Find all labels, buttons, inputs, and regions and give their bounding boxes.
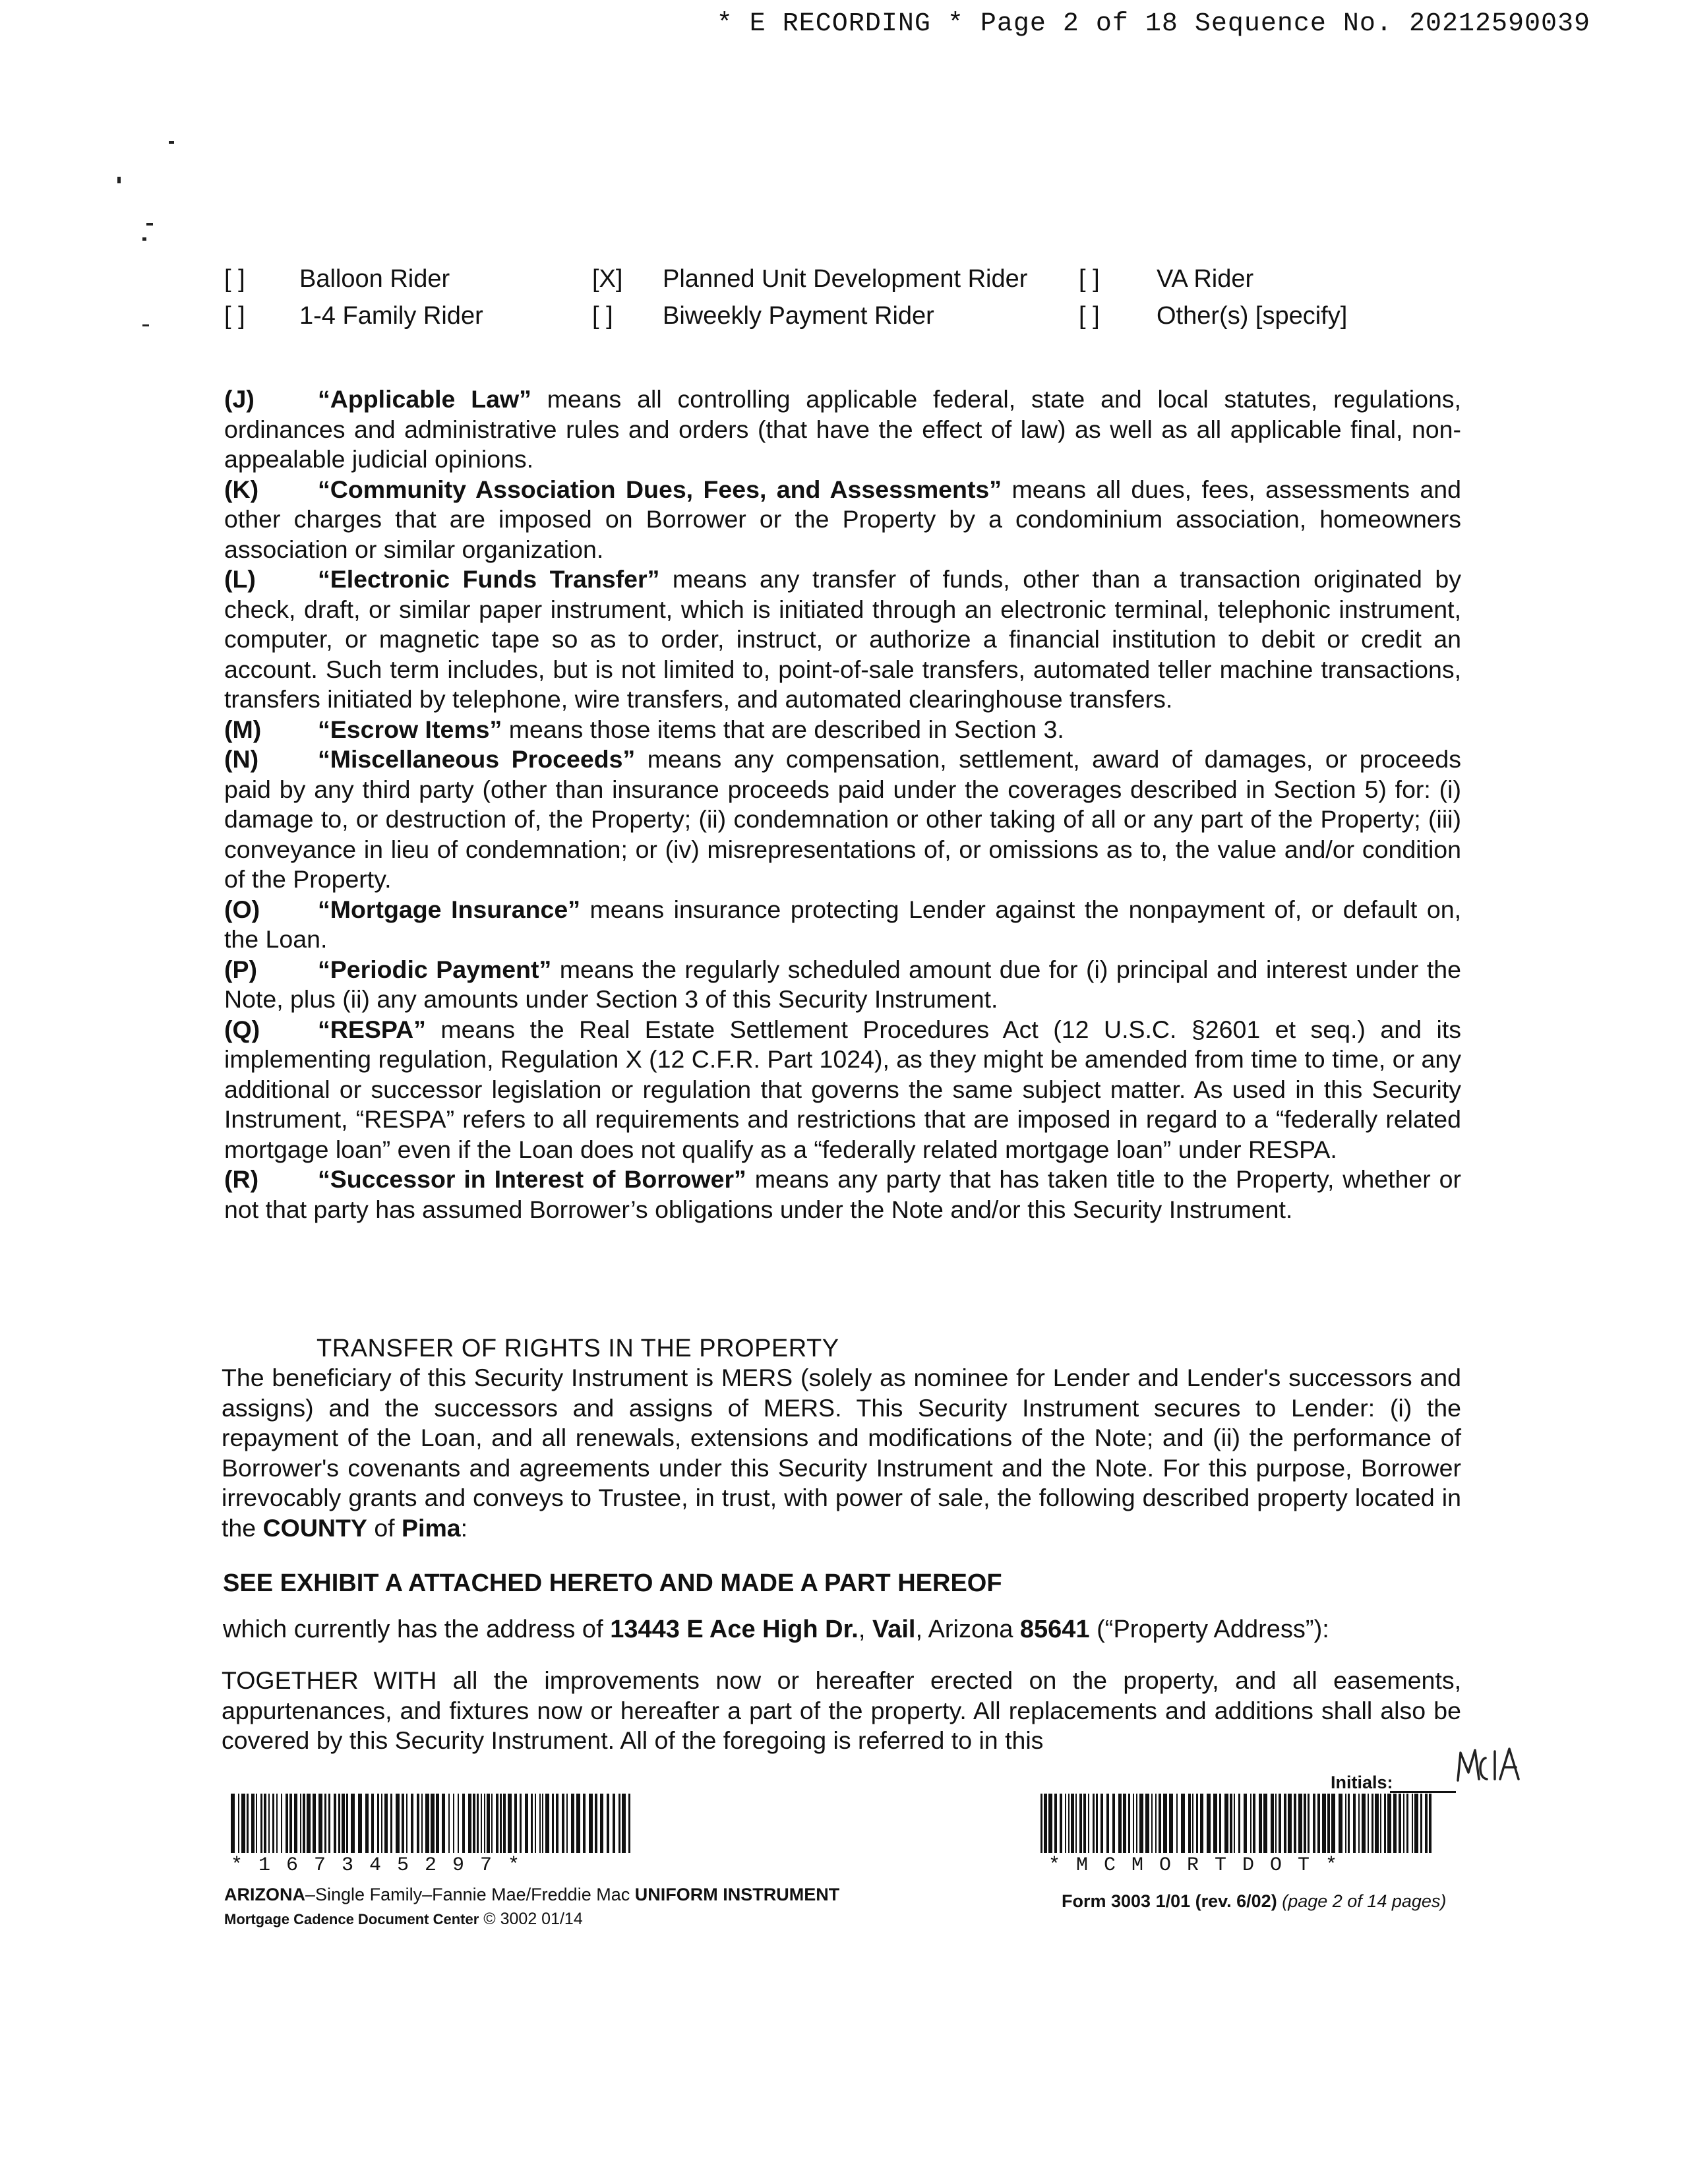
barcode-bar	[484, 1794, 485, 1853]
barcode-bar	[1403, 1794, 1404, 1853]
barcode-bar	[238, 1794, 239, 1853]
county-label: COUNTY	[262, 1513, 367, 1542]
barcode-bar	[231, 1794, 235, 1853]
barcode-bar	[338, 1794, 340, 1853]
barcode-bar	[417, 1794, 419, 1853]
definition-term: “Periodic Payment”	[318, 955, 552, 983]
barcode-bar	[618, 1794, 620, 1853]
barcode-bar	[1250, 1794, 1251, 1853]
barcode-bar	[539, 1794, 541, 1853]
barcode-bar	[1304, 1794, 1306, 1853]
barcode-bar	[1181, 1794, 1185, 1853]
barcode-bar	[431, 1794, 435, 1853]
barcode-bar	[289, 1794, 292, 1853]
footer-family: –Single Family–Fannie Mae/Freddie Mac	[305, 1885, 635, 1904]
barcode-bar	[371, 1794, 374, 1853]
barcode-bar	[468, 1794, 471, 1853]
barcode-bar	[384, 1794, 388, 1853]
definition-term: “Miscellaneous Proceeds”	[318, 745, 636, 773]
barcode-bar	[477, 1794, 479, 1853]
label-biweekly-rider: Biweekly Payment Rider	[663, 302, 934, 330]
barcode-bar	[1362, 1794, 1366, 1853]
definition-letter: (J)	[224, 385, 255, 413]
barcode-bar	[1106, 1794, 1109, 1853]
address-suffix: (“Property Address”):	[1089, 1616, 1329, 1643]
address-comma: ,	[858, 1616, 872, 1643]
barcode-bar	[1238, 1794, 1240, 1853]
definition-text: means any party that has taken title to the Property, whether or not that party has assumed Borrower’s obligations under the Note and/or this Security Instrument.	[224, 1165, 1461, 1223]
barcode-bar	[377, 1794, 379, 1853]
barcode-bar	[276, 1794, 278, 1853]
barcode-bar	[1372, 1794, 1373, 1853]
barcode-bar	[324, 1794, 326, 1853]
definition-escrow-items	[224, 715, 1461, 745]
rider-row	[224, 302, 1444, 339]
barcode-bar	[1429, 1794, 1432, 1853]
county-name: Pima	[402, 1513, 461, 1542]
barcode-bar	[520, 1794, 522, 1853]
barcode-bar	[1145, 1794, 1149, 1853]
barcode-left-text: *167345297*	[231, 1854, 536, 1877]
barcode-bar	[1219, 1794, 1221, 1853]
barcode-bar	[1298, 1794, 1302, 1853]
barcode-bar	[1071, 1794, 1074, 1853]
barcode-bar	[1253, 1794, 1255, 1853]
barcode-bar	[1279, 1794, 1281, 1853]
barcode-bar	[1075, 1794, 1077, 1853]
barcode-bar	[1358, 1794, 1360, 1853]
label-family-rider: 1-4 Family Rider	[299, 302, 483, 330]
checkbox-other-rider: [ ]	[1079, 302, 1100, 330]
barcode-bar	[531, 1794, 533, 1853]
barcode-bar	[264, 1794, 266, 1853]
barcode-bar	[1196, 1794, 1198, 1853]
address-prefix: which currently has the address of	[223, 1616, 611, 1643]
property-address-line	[223, 1616, 1329, 1644]
checkbox-va-rider: [ ]	[1079, 265, 1100, 293]
county-end: :	[460, 1513, 468, 1542]
barcode-bar	[241, 1794, 245, 1853]
barcode-bar	[503, 1794, 506, 1853]
definition-letter: (O)	[224, 895, 260, 923]
barcode-bar	[1200, 1794, 1203, 1853]
transfer-heading: TRANSFER OF RIGHTS IN THE PROPERTY	[316, 1335, 839, 1362]
address-street: 13443 E Ace High Dr.	[610, 1616, 859, 1643]
barcode-bar	[556, 1794, 558, 1853]
definition-eft	[224, 564, 1461, 715]
barcode-bar	[365, 1794, 369, 1853]
address-zip: 85641	[1019, 1616, 1090, 1643]
initials-line	[1390, 1791, 1456, 1793]
footer-state: ARIZONA	[224, 1885, 305, 1904]
definition-term: “RESPA”	[318, 1015, 426, 1043]
initials-signature	[1454, 1741, 1546, 1800]
barcode-bar	[1207, 1794, 1211, 1853]
checkbox-balloon-rider: [ ]	[224, 265, 245, 293]
barcode-bar	[396, 1794, 400, 1853]
together-paragraph	[222, 1666, 1461, 1756]
barcode-bar	[1159, 1794, 1161, 1853]
barcode-bar	[1380, 1794, 1381, 1853]
barcode-bar	[576, 1794, 580, 1853]
barcode-bar	[1139, 1794, 1143, 1853]
footer-page-count: (page 2 of 14 pages)	[1282, 1891, 1447, 1911]
recording-stamp: * E RECORDING * Page 2 of 18 Sequence No. 20212590039	[716, 9, 1590, 39]
barcode-bar	[525, 1794, 528, 1853]
barcode-bar	[595, 1794, 597, 1853]
barcode-bar	[1339, 1794, 1342, 1853]
barcode-bar	[1118, 1794, 1122, 1853]
barcode-bar	[1155, 1794, 1157, 1853]
footer-doc-center	[224, 1910, 583, 1929]
barcode-bar	[300, 1794, 301, 1853]
footer-doc-center-name: Mortgage Cadence Document Center	[224, 1911, 479, 1927]
barcode-bar	[1387, 1794, 1391, 1853]
barcode-bar	[552, 1794, 554, 1853]
barcode-bar	[1322, 1794, 1326, 1853]
barcode-left	[231, 1794, 630, 1853]
barcode-bar	[1234, 1794, 1235, 1853]
definition-successor	[224, 1165, 1461, 1225]
barcode-bar	[256, 1794, 257, 1853]
barcode-bar	[1345, 1794, 1346, 1853]
exhibit-heading: SEE EXHIBIT A ATTACHED HERETO AND MADE A PART HEREOF	[223, 1569, 1002, 1597]
definition-letter: (N)	[224, 745, 259, 773]
definition-term: “Community Association Dues, Fees, and Assessments”	[318, 475, 1002, 503]
footer-uniform: UNIFORM INSTRUMENT	[634, 1885, 840, 1904]
scan-speck	[142, 324, 149, 326]
barcode-bar	[281, 1794, 282, 1853]
barcode-bar	[1353, 1794, 1356, 1853]
definition-text: means insurance protecting Lender against the nonpayment of, or default on, the Loan.	[224, 895, 1462, 953]
riders-checklist	[224, 265, 1444, 339]
barcode-bar	[1308, 1794, 1310, 1853]
barcode-bar	[1317, 1794, 1320, 1853]
definition-term: “Electronic Funds Transfer”	[318, 565, 660, 593]
definition-term: “Mortgage Insurance”	[318, 895, 580, 923]
barcode-bar	[1414, 1794, 1418, 1853]
definition-periodic-payment	[224, 955, 1461, 1015]
barcode-bar	[458, 1794, 459, 1853]
address-state: , Arizona	[915, 1616, 1020, 1643]
barcode-bar	[566, 1794, 568, 1853]
together-text: WITH all the improvements now or hereafter erected on the property, and all easements, appurtenances, and fixtures now or hereafter a part of the property. All replacements and additions shall also be covered by this Security Instrument. All of the foregoing is referred to in this	[222, 1666, 1461, 1754]
definition-letter: (K)	[224, 475, 259, 503]
definition-text: means all controlling applicable federal, state and local statutes, regulations, ordinances and administrative rules and orders (that have the effect of law) as well as all applicable final, non-appealable judicial opinions.	[224, 385, 1461, 473]
definition-text: means the Real Estate Settlement Procedures Act (12 U.S.C. §2601 et seq.) and its implementing regulation, Regulation X (12 C.F.R. Part 1024), as they might be amended from time to time, or any additional or successor legislation or regulation that governs the same subject matter. As used in this Security Instrument, “RESPA” refers to all requirements and restrictions that are imposed in regard to a “federally related mortgage loan” even if the Loan does not qualify as a “federally related mortgage loan” under RESPA.	[224, 1015, 1461, 1163]
barcode-bar	[600, 1794, 603, 1853]
barcode-bar	[294, 1794, 297, 1853]
barcode-bar	[448, 1794, 450, 1853]
barcode-right	[1040, 1794, 1432, 1853]
scan-speck	[169, 141, 174, 144]
barcode-bar	[1327, 1794, 1330, 1853]
barcode-bar	[318, 1794, 322, 1853]
barcode-bar	[473, 1794, 475, 1853]
barcode-bar	[496, 1794, 498, 1853]
barcode-bar	[1384, 1794, 1386, 1853]
barcode-bar	[508, 1794, 512, 1853]
barcode-bar	[1128, 1794, 1130, 1853]
footer-form-number	[1062, 1891, 1446, 1912]
barcode-bar	[628, 1794, 630, 1853]
barcode-bar	[1133, 1794, 1134, 1853]
barcode-bar	[286, 1794, 288, 1853]
definition-applicable-law	[224, 384, 1461, 475]
barcode-bar	[1068, 1794, 1070, 1853]
definition-letter: (L)	[224, 565, 256, 593]
barcode-bar	[402, 1794, 404, 1853]
definition-term: “Successor in Interest of Borrower”	[318, 1165, 746, 1193]
barcode-bar	[613, 1794, 615, 1853]
barcode-bar	[1331, 1794, 1335, 1853]
barcode-bar	[1151, 1794, 1153, 1853]
label-pud-rider: Planned Unit Development Rider	[663, 265, 1028, 293]
barcode-bar	[1176, 1794, 1178, 1853]
barcode-bar	[500, 1794, 502, 1853]
barcode-bar	[1040, 1794, 1042, 1853]
definition-text: means any compensation, settlement, award of damages, or proceeds paid by any third party (other than insurance proceeds paid under the coverages described in Section 5) for: (i) damage to, or destruction of, the Property; (ii) condemnation or other taking of all or any part of the Property; (iii) conveyance in lieu of condemnation; or (iv) misrepresentations of, or omissions as to, the value and/or condition of the Property.	[224, 745, 1461, 893]
barcode-bar	[381, 1794, 382, 1853]
barcode-bar	[1044, 1794, 1047, 1853]
definition-term: “Escrow Items”	[318, 715, 502, 743]
barcode-bar	[307, 1794, 311, 1853]
barcode-bar	[1348, 1794, 1350, 1853]
county-of: of	[367, 1513, 402, 1542]
barcode-bar	[1123, 1794, 1126, 1853]
definition-respa	[224, 1015, 1461, 1165]
transfer-text: The beneficiary of this Security Instrument is MERS (solely as nominee for Lender and Lender's successors and assigns) and the successors and assigns of MERS. This Security Instrument secures to Lender: (i) the repayment of the Loan, and all renewals, extensions and modifications of the Note; and (ii) the performance of Borrower's covenants and agreements under this Security Instrument and the Note. For this purpose, Borrower irrevocably grants and conveys to Trustee, in trust, with power of sale, the following described property located in the	[222, 1364, 1461, 1542]
barcode-bar	[481, 1794, 482, 1853]
scan-speck	[117, 177, 121, 183]
barcode-bar	[542, 1794, 543, 1853]
definition-community-dues	[224, 475, 1461, 565]
definition-letter: (P)	[224, 955, 257, 983]
barcode-bar	[1275, 1794, 1277, 1853]
barcode-bar	[1192, 1794, 1193, 1853]
barcode-bar	[1412, 1794, 1413, 1853]
barcode-bar	[1060, 1794, 1062, 1853]
definition-text: means all dues, fees, assessments and other charges that are imposed on Borrower or the Property by a condominium association, homeowners association or similar organization.	[224, 475, 1461, 563]
barcode-bar	[1368, 1794, 1369, 1853]
barcode-bar	[491, 1794, 493, 1853]
barcode-bar	[313, 1794, 316, 1853]
barcode-bar	[421, 1794, 423, 1853]
barcode-bar	[260, 1794, 262, 1853]
label-other-rider: Other(s) [specify]	[1157, 302, 1348, 330]
barcode-bar	[1136, 1794, 1137, 1853]
barcode-bar	[1288, 1794, 1292, 1853]
barcode-bar	[342, 1794, 345, 1853]
barcode-bar	[1420, 1794, 1422, 1853]
barcode-bar	[1406, 1794, 1408, 1853]
barcode-bar	[462, 1794, 465, 1853]
barcode-bar	[1213, 1794, 1217, 1853]
barcode-bar	[1048, 1794, 1052, 1853]
barcode-bar	[1259, 1794, 1262, 1853]
checkbox-biweekly-rider: [ ]	[592, 302, 613, 330]
barcode-bar	[607, 1794, 609, 1853]
barcode-bar	[1271, 1794, 1274, 1853]
definition-text: means those items that are described in Section 3.	[502, 715, 1064, 743]
footer-form-id: Form 3003 1/01 (rev. 6/02)	[1062, 1891, 1282, 1911]
barcode-bar	[411, 1794, 413, 1853]
barcode-bar	[545, 1794, 549, 1853]
definitions-section	[224, 384, 1461, 1225]
definition-term: “Applicable Law”	[318, 385, 531, 413]
address-city: Vail	[872, 1616, 916, 1643]
barcode-bar	[1079, 1794, 1082, 1853]
barcode-bar	[1375, 1794, 1379, 1853]
barcode-bar	[1093, 1794, 1095, 1853]
barcode-bar	[571, 1794, 574, 1853]
barcode-bar	[272, 1794, 274, 1853]
footer-form-title	[224, 1885, 839, 1905]
barcode-bar	[487, 1794, 490, 1853]
barcode-bar	[453, 1794, 454, 1853]
barcode-bar	[1393, 1794, 1397, 1853]
barcode-bar	[535, 1794, 536, 1853]
label-balloon-rider: Balloon Rider	[299, 265, 450, 293]
barcode-bar	[334, 1794, 336, 1853]
barcode-bar	[390, 1794, 392, 1853]
barcode-bar	[1169, 1794, 1173, 1853]
barcode-bar	[1284, 1794, 1286, 1853]
barcode-bar	[346, 1794, 348, 1853]
definition-text: means the regularly scheduled amount due for (i) principal and interest under the Note, plus (ii) any amounts under Section 3 of this Security Instrument.	[224, 955, 1461, 1013]
barcode-bar	[442, 1794, 445, 1853]
checkbox-family-rider: [ ]	[224, 302, 245, 330]
barcode-bar	[1163, 1794, 1167, 1853]
barcode-bar	[1399, 1794, 1401, 1853]
barcode-bar	[1244, 1794, 1247, 1853]
barcode-bar	[1065, 1794, 1066, 1853]
barcode-bar	[1188, 1794, 1191, 1853]
barcode-bar	[583, 1794, 586, 1853]
barcode-bar	[425, 1794, 429, 1853]
definition-misc-proceeds	[224, 744, 1461, 895]
definition-mortgage-insurance	[224, 895, 1461, 955]
barcode-bar	[589, 1794, 593, 1853]
transfer-paragraph	[222, 1363, 1461, 1543]
barcode-bar	[1230, 1794, 1232, 1853]
barcode-bar	[1263, 1794, 1267, 1853]
barcode-bar	[1294, 1794, 1296, 1853]
label-va-rider: VA Rider	[1157, 265, 1254, 293]
barcode-bar	[303, 1794, 305, 1853]
scan-speck	[142, 237, 146, 241]
definition-letter: (Q)	[224, 1015, 260, 1043]
barcode-bar	[1054, 1794, 1057, 1853]
barcode-bar	[622, 1794, 626, 1853]
barcode-bar	[351, 1794, 355, 1853]
barcode-bar	[268, 1794, 270, 1853]
barcode-bar	[1096, 1794, 1098, 1853]
barcode-bar	[1313, 1794, 1315, 1853]
barcode-bar	[247, 1794, 249, 1853]
scan-speck	[146, 223, 153, 226]
barcode-bar	[514, 1794, 517, 1853]
barcode-bar	[251, 1794, 255, 1853]
barcode-bar	[1425, 1794, 1428, 1853]
together-first-word: TOGETHER	[222, 1666, 359, 1694]
barcode-right-text: *MCMORTDOT*	[1048, 1854, 1354, 1877]
barcode-bar	[358, 1794, 362, 1853]
barcode-bar	[328, 1794, 330, 1853]
rider-row	[224, 265, 1444, 302]
barcode-bar	[1112, 1794, 1115, 1853]
definition-letter: (R)	[224, 1165, 259, 1193]
barcode-bar	[1088, 1794, 1089, 1853]
footer-doc-center-code: © 3002 01/14	[479, 1910, 583, 1928]
definition-letter: (M)	[224, 715, 262, 743]
barcode-bar	[1224, 1794, 1228, 1853]
barcode-bar	[1100, 1794, 1103, 1853]
barcode-bar	[436, 1794, 439, 1853]
barcode-bar	[1083, 1794, 1086, 1853]
checkbox-pud-rider: [X]	[592, 265, 623, 293]
barcode-bar	[562, 1794, 564, 1853]
definition-text: means any transfer of funds, other than a transaction originated by check, draft, or similar paper instrument, which is initiated through an electronic terminal, telephonic instrument, computer, or magnetic tape so as to order, instruct, or authorize a financial institution to debit or credit an account. Such term includes, but is not limited to, point-of-sale transfers, automated teller machine transactions, transfers initiated by telephone, wire transfers, and automated clearinghouse transfers.	[224, 565, 1461, 713]
initials-label: Initials:	[1331, 1773, 1393, 1792]
barcode-bar	[406, 1794, 407, 1853]
